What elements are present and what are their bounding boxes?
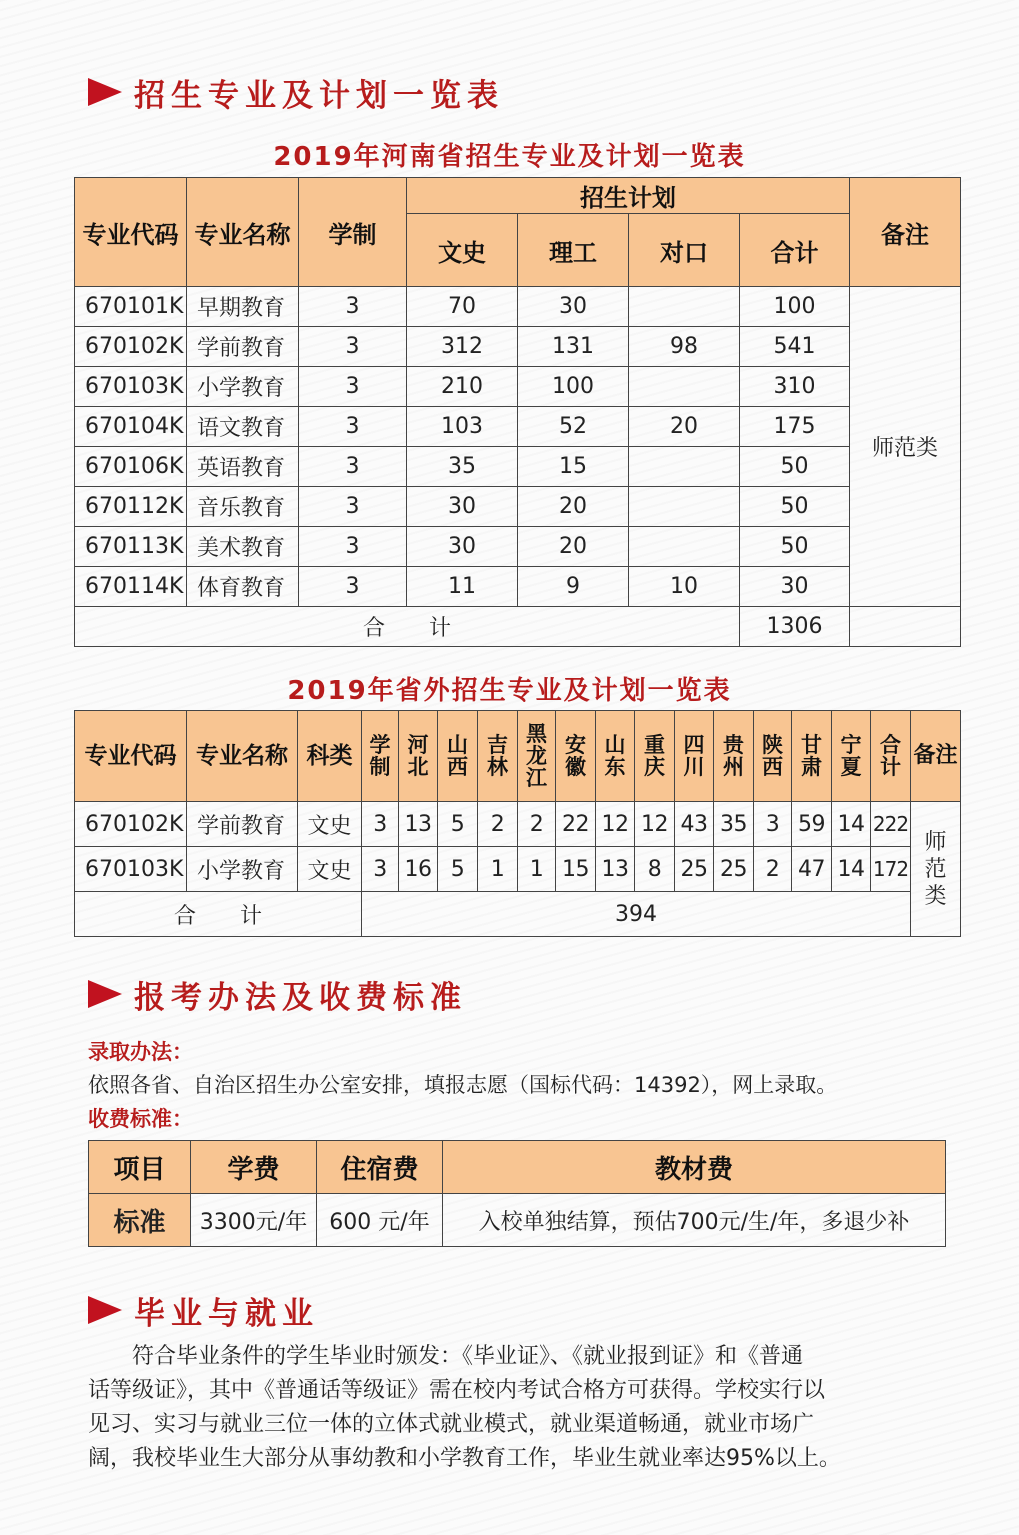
col-header-item: 项目 (89, 1141, 191, 1194)
col-header-province: 宁夏 (832, 711, 871, 802)
cell-code: 670106K (75, 447, 187, 487)
fee-table (88, 1140, 946, 1247)
cell-province-value: 47 (792, 847, 832, 892)
cell-province-value: 5 (438, 802, 478, 847)
col-header-name: 专业名称 (187, 178, 299, 287)
col-header-total: 合计 (740, 214, 850, 287)
henan-table-title: 2019年河南省招生专业及计划一览表 (273, 142, 746, 172)
col-header-code: 专业代码 (75, 711, 187, 802)
cell-province-value: 5 (438, 847, 478, 892)
section-title: 招生专业及计划一览表 (134, 77, 504, 114)
cell-duration: 3 (299, 487, 407, 527)
cell-duration: 3 (299, 527, 407, 567)
cell-books: 入校单独结算，预估700元/生/年，多退少补 (443, 1194, 946, 1247)
cell-code: 670112K (75, 487, 187, 527)
triangle-bullet-icon (88, 980, 122, 1008)
cell-wenshi: 30 (407, 487, 518, 527)
cell-wenshi: 11 (407, 567, 518, 607)
col-header-category: 科类 (298, 711, 362, 802)
cell-province-value: 2 (754, 847, 792, 892)
cell-code: 670103K (75, 367, 187, 407)
cell-name: 体育教育 (187, 567, 299, 607)
sum-row (75, 607, 961, 647)
admission-text: 依照各省、自治区招生办公室安排，填报志愿（国标代码：14392），网上录取。 (88, 1073, 838, 1097)
cell-province-value: 12 (596, 802, 635, 847)
cell-total: 222 (871, 802, 911, 847)
section-graduation-heading (88, 1286, 319, 1334)
sum-note-empty (850, 607, 961, 647)
cell-duikou (629, 287, 740, 327)
cell-province-value: 8 (635, 847, 675, 892)
cell-total: 100 (740, 287, 850, 327)
cell-duikou: 98 (629, 327, 740, 367)
cell-province-value: 1 (518, 847, 556, 892)
cell-duration: 3 (299, 287, 407, 327)
cell-duration: 3 (299, 327, 407, 367)
cell-province-value: 2 (478, 802, 518, 847)
table-row (75, 327, 961, 367)
cell-province-value: 59 (792, 802, 832, 847)
cell-province-value: 13 (596, 847, 635, 892)
cell-province-value: 2 (518, 802, 556, 847)
col-header-province: 黑龙江 (518, 711, 556, 802)
cell-province-value: 14 (832, 847, 871, 892)
sum-value: 1306 (740, 607, 850, 647)
cell-wenshi: 312 (407, 327, 518, 367)
cell-duikou: 10 (629, 567, 740, 607)
cell-wenshi: 35 (407, 447, 518, 487)
cell-province-value: 1 (478, 847, 518, 892)
henan-enrollment-table (74, 177, 961, 647)
sum-row (75, 892, 961, 937)
cell-total: 310 (740, 367, 850, 407)
cell-province-value: 43 (675, 802, 714, 847)
cell-name: 小学教育 (187, 367, 299, 407)
col-header-wenshi: 文史 (407, 214, 518, 287)
cell-duikou (629, 487, 740, 527)
cell-province-value: 12 (635, 802, 675, 847)
cell-name: 音乐教育 (187, 487, 299, 527)
fee-label: 收费标准： (88, 1107, 193, 1131)
cell-ligong: 52 (518, 407, 629, 447)
col-header-duration: 学制 (362, 711, 399, 802)
cell-note (911, 802, 961, 937)
cell-ligong: 131 (518, 327, 629, 367)
cell-code: 670102K (75, 327, 187, 367)
col-header-ligong: 理工 (518, 214, 629, 287)
cell-ligong: 20 (518, 487, 629, 527)
cell-ligong: 20 (518, 527, 629, 567)
cell-province-value: 15 (556, 847, 596, 892)
table-row (75, 802, 961, 847)
cell-wenshi: 30 (407, 527, 518, 567)
cell-province-value: 13 (399, 802, 438, 847)
col-header-note: 备注 (850, 178, 961, 287)
col-header-housing: 住宿费 (317, 1141, 443, 1194)
cell-total: 50 (740, 527, 850, 567)
cell-province-value: 14 (832, 802, 871, 847)
table-row (75, 367, 961, 407)
col-header-province: 甘肃 (792, 711, 832, 802)
triangle-bullet-icon (88, 78, 122, 106)
cell-province-value: 25 (675, 847, 714, 892)
cell-wenshi: 103 (407, 407, 518, 447)
table-row (75, 527, 961, 567)
table-row (75, 447, 961, 487)
col-header-name: 专业名称 (187, 711, 298, 802)
cell-ligong: 9 (518, 567, 629, 607)
table-row (75, 487, 961, 527)
cell-province-value: 25 (714, 847, 754, 892)
col-header-province: 山西 (438, 711, 478, 802)
cell-province-value: 22 (556, 802, 596, 847)
cell-category: 文史 (298, 802, 362, 847)
col-header-books: 教材费 (443, 1141, 946, 1194)
col-header-province: 重庆 (635, 711, 675, 802)
cell-total: 175 (740, 407, 850, 447)
cell-code: 670104K (75, 407, 187, 447)
cell-duration: 3 (299, 447, 407, 487)
cell-province-value: 35 (714, 802, 754, 847)
admission-label: 录取办法： (88, 1040, 193, 1064)
cell-name: 语文教育 (187, 407, 299, 447)
section-enrollment-heading (88, 68, 504, 116)
paragraph-line: 符合毕业条件的学生毕业时颁发：《毕业证》、《就业报到证》和《普通 (88, 1344, 804, 1369)
cell-ligong: 30 (518, 287, 629, 327)
sum-label: 合 计 (75, 607, 740, 647)
table-row (75, 847, 961, 892)
graduation-paragraph (88, 1340, 948, 1476)
cell-note: 师范类 (850, 287, 961, 607)
col-header-province: 安徽 (556, 711, 596, 802)
cell-duikou (629, 527, 740, 567)
cell-duration: 3 (299, 367, 407, 407)
table-row (75, 567, 961, 607)
triangle-bullet-icon (88, 1296, 122, 1324)
col-header-code: 专业代码 (75, 178, 187, 287)
cell-duration: 3 (362, 847, 399, 892)
col-header-province: 河北 (399, 711, 438, 802)
cell-name: 学前教育 (187, 802, 298, 847)
cell-tuition: 3300元/年 (191, 1194, 317, 1247)
outside-enrollment-table (74, 710, 961, 937)
cell-duration: 3 (299, 567, 407, 607)
cell-housing: 600 元/年 (317, 1194, 443, 1247)
cell-code: 670114K (75, 567, 187, 607)
paragraph-line: 阔，我校毕业生大部分从事幼教和小学教育工作，毕业生就业率达95%以上。 (88, 1446, 841, 1471)
cell-total: 50 (740, 487, 850, 527)
cell-ligong: 15 (518, 447, 629, 487)
cell-name: 英语教育 (187, 447, 299, 487)
col-header-note: 备注 (911, 711, 961, 802)
section-title: 报考办法及收费标准 (134, 979, 467, 1016)
cell-total: 541 (740, 327, 850, 367)
cell-name: 美术教育 (187, 527, 299, 567)
table-row (75, 407, 961, 447)
cell-total: 30 (740, 567, 850, 607)
cell-category: 文史 (298, 847, 362, 892)
cell-name: 学前教育 (187, 327, 299, 367)
cell-duration: 3 (299, 407, 407, 447)
col-header-province: 吉林 (478, 711, 518, 802)
col-header-province: 四川 (675, 711, 714, 802)
cell-wenshi: 210 (407, 367, 518, 407)
section-title: 毕业与就业 (134, 1295, 319, 1332)
outside-table-title: 2019年省外招生专业及计划一览表 (287, 676, 732, 706)
cell-duration: 3 (362, 802, 399, 847)
row-label-standard: 标准 (89, 1194, 191, 1247)
cell-code: 670103K (75, 847, 187, 892)
paragraph-line: 见习、实习与就业三位一体的立体式就业模式，就业渠道畅通，就业市场广 (88, 1412, 815, 1437)
cell-code: 670101K (75, 287, 187, 327)
cell-duikou (629, 447, 740, 487)
note-text: 师范类 (924, 829, 947, 909)
col-header-tuition: 学费 (191, 1141, 317, 1194)
sum-value: 394 (362, 892, 911, 937)
cell-name: 小学教育 (187, 847, 298, 892)
cell-name: 早期教育 (187, 287, 299, 327)
cell-code: 670113K (75, 527, 187, 567)
cell-ligong: 100 (518, 367, 629, 407)
col-header-duikou: 对口 (629, 214, 740, 287)
col-header-province: 贵州 (714, 711, 754, 802)
cell-province-value: 16 (399, 847, 438, 892)
cell-total: 172 (871, 847, 911, 892)
col-header-plan: 招生计划 (407, 178, 850, 214)
paragraph-line: 话等级证》，其中《普通话等级证》需在校内考试合格方可获得。学校实行以 (88, 1378, 826, 1403)
col-header-province: 山东 (596, 711, 635, 802)
table-row (89, 1194, 946, 1247)
col-header-total: 合计 (871, 711, 911, 802)
section-application-heading (88, 970, 467, 1018)
cell-province-value: 3 (754, 802, 792, 847)
cell-duikou: 20 (629, 407, 740, 447)
sum-label: 合 计 (75, 892, 362, 937)
cell-duikou (629, 367, 740, 407)
col-header-duration: 学制 (299, 178, 407, 287)
table-row (75, 287, 961, 327)
cell-code: 670102K (75, 802, 187, 847)
cell-total: 50 (740, 447, 850, 487)
col-header-province: 陕西 (754, 711, 792, 802)
cell-wenshi: 70 (407, 287, 518, 327)
